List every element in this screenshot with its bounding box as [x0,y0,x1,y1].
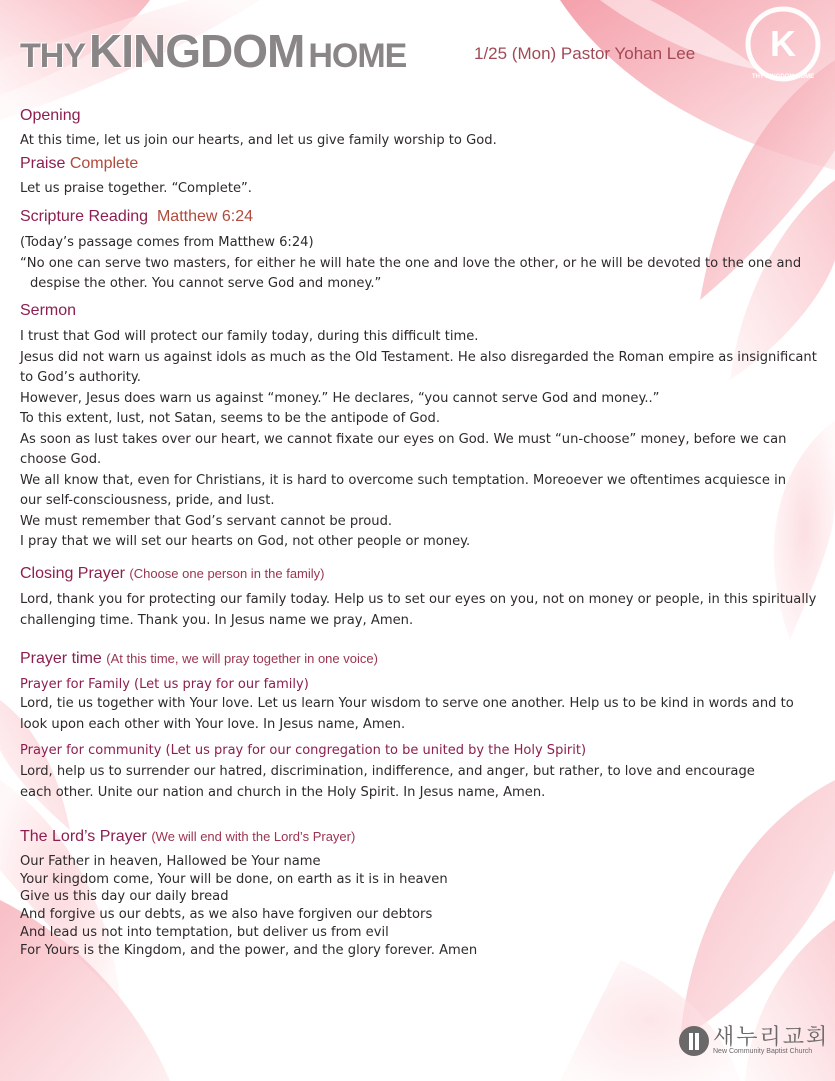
sermon-line: I pray that we will set our hearts on God, not other people or money. [20,534,471,549]
praise-label: Praise [20,155,66,172]
church-korean-name: 새누리교회 [713,1025,830,1050]
sermon-line: choose God. [20,452,102,467]
sermon-line: We all know that, even for Christians, it is hard to overcome such temptation. Moreoever we oftentimes acquiesce in [20,472,787,488]
lords-prayer-heading [20,828,355,846]
closing-prayer-heading [20,565,325,583]
prayer-community-line-2: each other. Unite our nation and church in the Holy Spirit. In Jesus name, Amen. [20,784,546,800]
sermon-line: As soon as lust takes over our heart, we cannot fixate our eyes on God. We must “un-choose” money, before we can [20,431,787,447]
closing-prayer-text [20,590,828,631]
church-english-name: New Community Baptist Church [713,1048,813,1055]
lords-prayer-note: (We will end with the Lord’s Prayer) [151,829,356,844]
logo-letter: K [770,23,796,64]
lords-prayer-line: For Yours is the Kingdom, and the power, and the glory forever. Amen [20,942,478,958]
prayer-community-heading: Prayer for community (Let us pray for our congregation to be united by the Holy Spirit) [20,743,587,758]
kingdom-home-logo-icon [745,6,821,82]
prayer-time-label: Prayer time [20,650,102,667]
title-home: HOME [308,37,407,75]
sermon-line: We must remember that God’s servant cannot be proud. [20,513,393,529]
title-thy: THY [20,37,85,75]
scripture-verse-line-1: “No one can serve two masters, for either he will hate the one and love the other, or he will be devoted to the one and [20,255,802,271]
praise-heading [20,155,138,173]
lords-prayer-line: And forgive us our debts, as we also have forgiven our debtors [20,907,433,923]
scripture-text [20,233,828,295]
date-and-pastor: 1/25 (Mon) Pastor Yohan Lee [474,44,696,63]
praise-text: Let us praise together. “Complete”. [20,181,252,196]
praise-song: Complete [69,155,139,172]
closing-prayer-line-1: Lord, thank you for protecting our family today. Help us to set our eyes on you, not on money or people, in this spiritually [20,592,817,607]
scripture-heading [20,208,253,226]
closing-prayer-note: (Choose one person in the family) [129,566,325,581]
lords-prayer-text [20,853,828,959]
sermon-line: I trust that God will protect our family today, during this difficult time. [20,329,479,344]
scripture-verse-line-2: despise the other. You cannot serve God and money.” [30,276,382,291]
prayer-time-note: (At this time, we will pray together in one voice) [106,651,378,666]
sermon-heading: Sermon [20,302,77,319]
church-logo-icon [677,1024,711,1058]
prayer-community-text [20,762,828,803]
church-footer [677,1022,830,1064]
opening-heading: Opening [20,107,81,124]
opening-text: At this time, let us join our hearts, and let us give family worship to God. [20,133,497,148]
scripture-label: Scripture Reading [20,208,149,225]
sermon-line: our self-consciousness, pride, and lust. [20,493,275,508]
scripture-intro: (Today’s passage comes from Matthew 6:24) [20,235,314,250]
title-kingdom: KINGDOM [89,25,305,77]
page-title [20,24,406,78]
sermon-line: Jesus did not warn us against idols as much as the Old Testament. He also disregarded the Roman empire as insignificant [20,349,817,365]
prayer-community-line-1: Lord, help us to surrender our hatred, discrimination, indifference, and anger, but rather, to love and encourage [20,764,755,779]
prayer-family-text [20,694,828,735]
prayer-family-heading: Prayer for Family (Let us pray for our family) [20,677,309,692]
lords-prayer-line: And lead us not into temptation, but deliver us from evil [20,924,389,940]
closing-prayer-label: Closing Prayer [20,565,125,582]
sermon-line: to God’s authority. [20,370,141,385]
scripture-reference: Matthew 6:24 [156,208,254,225]
sermon-text [20,327,828,553]
prayer-family-line-1: Lord, tie us together with Your love. Let us learn Your wisdom to serve one another. Help us to be kind in words and to [20,696,794,711]
lords-prayer-line: Give us this day our daily bread [20,889,229,905]
sermon-line: To this extent, lust, not Satan, seems to be the antipode of God. [20,411,440,426]
prayer-time-heading [20,650,378,668]
sermon-line: However, Jesus does warn us against “money.” He declares, “you cannot serve God and money..” [20,390,660,406]
prayer-family-line-2: look upon each other with Your love. In Jesus name, Amen. [20,716,406,732]
lords-prayer-line: Your kingdom come, Your will be done, on earth as it is in heaven [20,871,448,887]
lords-prayer-line: Our Father in heaven, Hallowed be Your name [20,854,321,869]
closing-prayer-line-2: challenging time. Thank you. In Jesus name we pray, Amen. [20,612,414,628]
logo-caption: THY KINGDOM HOME [751,74,815,80]
lords-prayer-label: The Lord’s Prayer [20,828,147,845]
